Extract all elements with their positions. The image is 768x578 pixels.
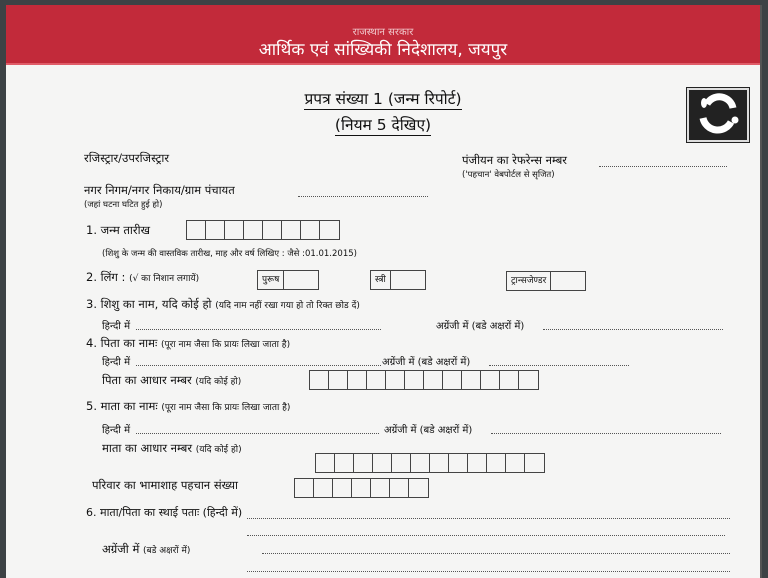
banner-subtitle: राजस्थान सरकार (352, 27, 414, 38)
gender-female-checkbox[interactable] (391, 271, 425, 289)
gender-option-female[interactable] (370, 270, 426, 290)
father-name-hindi-field[interactable] (136, 365, 381, 366)
reference-number-field[interactable] (599, 166, 727, 167)
mother-name-hindi-field[interactable] (136, 433, 379, 434)
birth-registration-logo-icon (687, 88, 749, 142)
child-name-english-label: अग्रेंजी में (बडे अक्षरों में) (436, 321, 525, 332)
mother-name-hindi-label: हिन्दी में (102, 425, 131, 436)
bhamashah-input-boxes[interactable] (294, 478, 429, 498)
address-label: 6. माता/पिता का स्थाई पताः (हिन्दी में) (86, 506, 243, 519)
municipality-field[interactable] (298, 196, 428, 197)
municipality-label: नगर निगम/नगर निकाय/ग्राम पंचायत (84, 183, 235, 197)
mother-aadhaar-label: माता का आधार नम्बर (यदि कोई हो) (102, 441, 242, 455)
banner-title: आर्थिक एवं सांख्यिकी निदेशालय, जयपुर (258, 40, 508, 60)
mother-name-english-field[interactable] (491, 433, 721, 434)
address-english-label: अग्रेंजी में (बडे अक्षरों में) (102, 542, 191, 556)
father-name-english-field[interactable] (489, 365, 629, 366)
mother-aadhaar-input-boxes[interactable] (315, 453, 545, 473)
gender-option-male[interactable] (257, 270, 319, 290)
mother-name-english-label: अग्रेंजी में (बडे अक्षरों में) (384, 425, 473, 436)
child-name-hindi-field[interactable] (136, 329, 381, 330)
dob-note: (शिशु के जन्म की वास्तविक तारीख, माह और वर्ष लिखिए : जैसे :01.01.2015) (102, 249, 357, 259)
bhamashah-label: परिवार का भामाशाह पहचान संख्या (92, 478, 238, 492)
header-banner (6, 5, 760, 65)
reference-number-note: ('पहचान' वेबपोर्टल से सृजित) (462, 170, 555, 180)
gender-male-checkbox[interactable] (284, 271, 318, 289)
gender-label: 2. लिंग : (√ का निशान लगायें) (86, 270, 200, 284)
registrar-label: रजिस्ट्रार/उपरजिस्ट्रार (84, 151, 170, 165)
father-name-label: 4. पिता का नामः (पूरा नाम जैसा कि प्रायः लिखा जाता है) (86, 336, 291, 350)
form-rule-reference: (नियम 5 देखिए) (334, 116, 432, 134)
gender-option-transgender[interactable] (506, 271, 586, 291)
child-name-label: 3. शिशु का नाम, यदि कोई हो (यदि नाम नहीं रखा गया हो तो रिक्त छोड दें) (86, 297, 360, 311)
gender-transgender-checkbox[interactable] (551, 272, 585, 290)
dob-label: 1. जन्म तारीख (86, 223, 150, 237)
address-hindi-field-line2[interactable] (247, 535, 725, 536)
father-name-english-label: अग्रेंजी में (बडे अक्षरों में) (382, 357, 471, 368)
form-title: प्रपत्र संख्या 1 (जन्म रिपोर्ट) (304, 90, 462, 108)
father-name-hindi-label: हिन्दी में (102, 357, 131, 368)
gender-female-label: स्त्री (371, 271, 391, 289)
form-page (6, 5, 762, 578)
mother-name-label: 5. माता का नामः (पूरा नाम जैसा कि प्रायः लिखा जाता है) (86, 399, 291, 413)
address-hindi-field-line1[interactable] (247, 518, 730, 519)
municipality-note: (जहां घटना घटित हुई हो) (84, 200, 163, 210)
address-english-field-line2[interactable] (247, 571, 730, 572)
child-name-english-field[interactable] (543, 329, 723, 330)
gender-transgender-label: ट्रान्सजेण्डर (507, 272, 551, 290)
address-english-field-line1[interactable] (262, 553, 730, 554)
father-aadhaar-label: पिता का आधार नम्बर (यदि कोई हो) (102, 373, 242, 387)
reference-number-label: पंजीयन का रेफरेन्स नम्बर (462, 153, 568, 167)
child-name-hindi-label: हिन्दी में (102, 321, 131, 332)
father-aadhaar-input-boxes[interactable] (309, 370, 539, 390)
gender-male-label: पुरूष (258, 271, 284, 289)
dob-input-boxes[interactable] (186, 220, 340, 240)
